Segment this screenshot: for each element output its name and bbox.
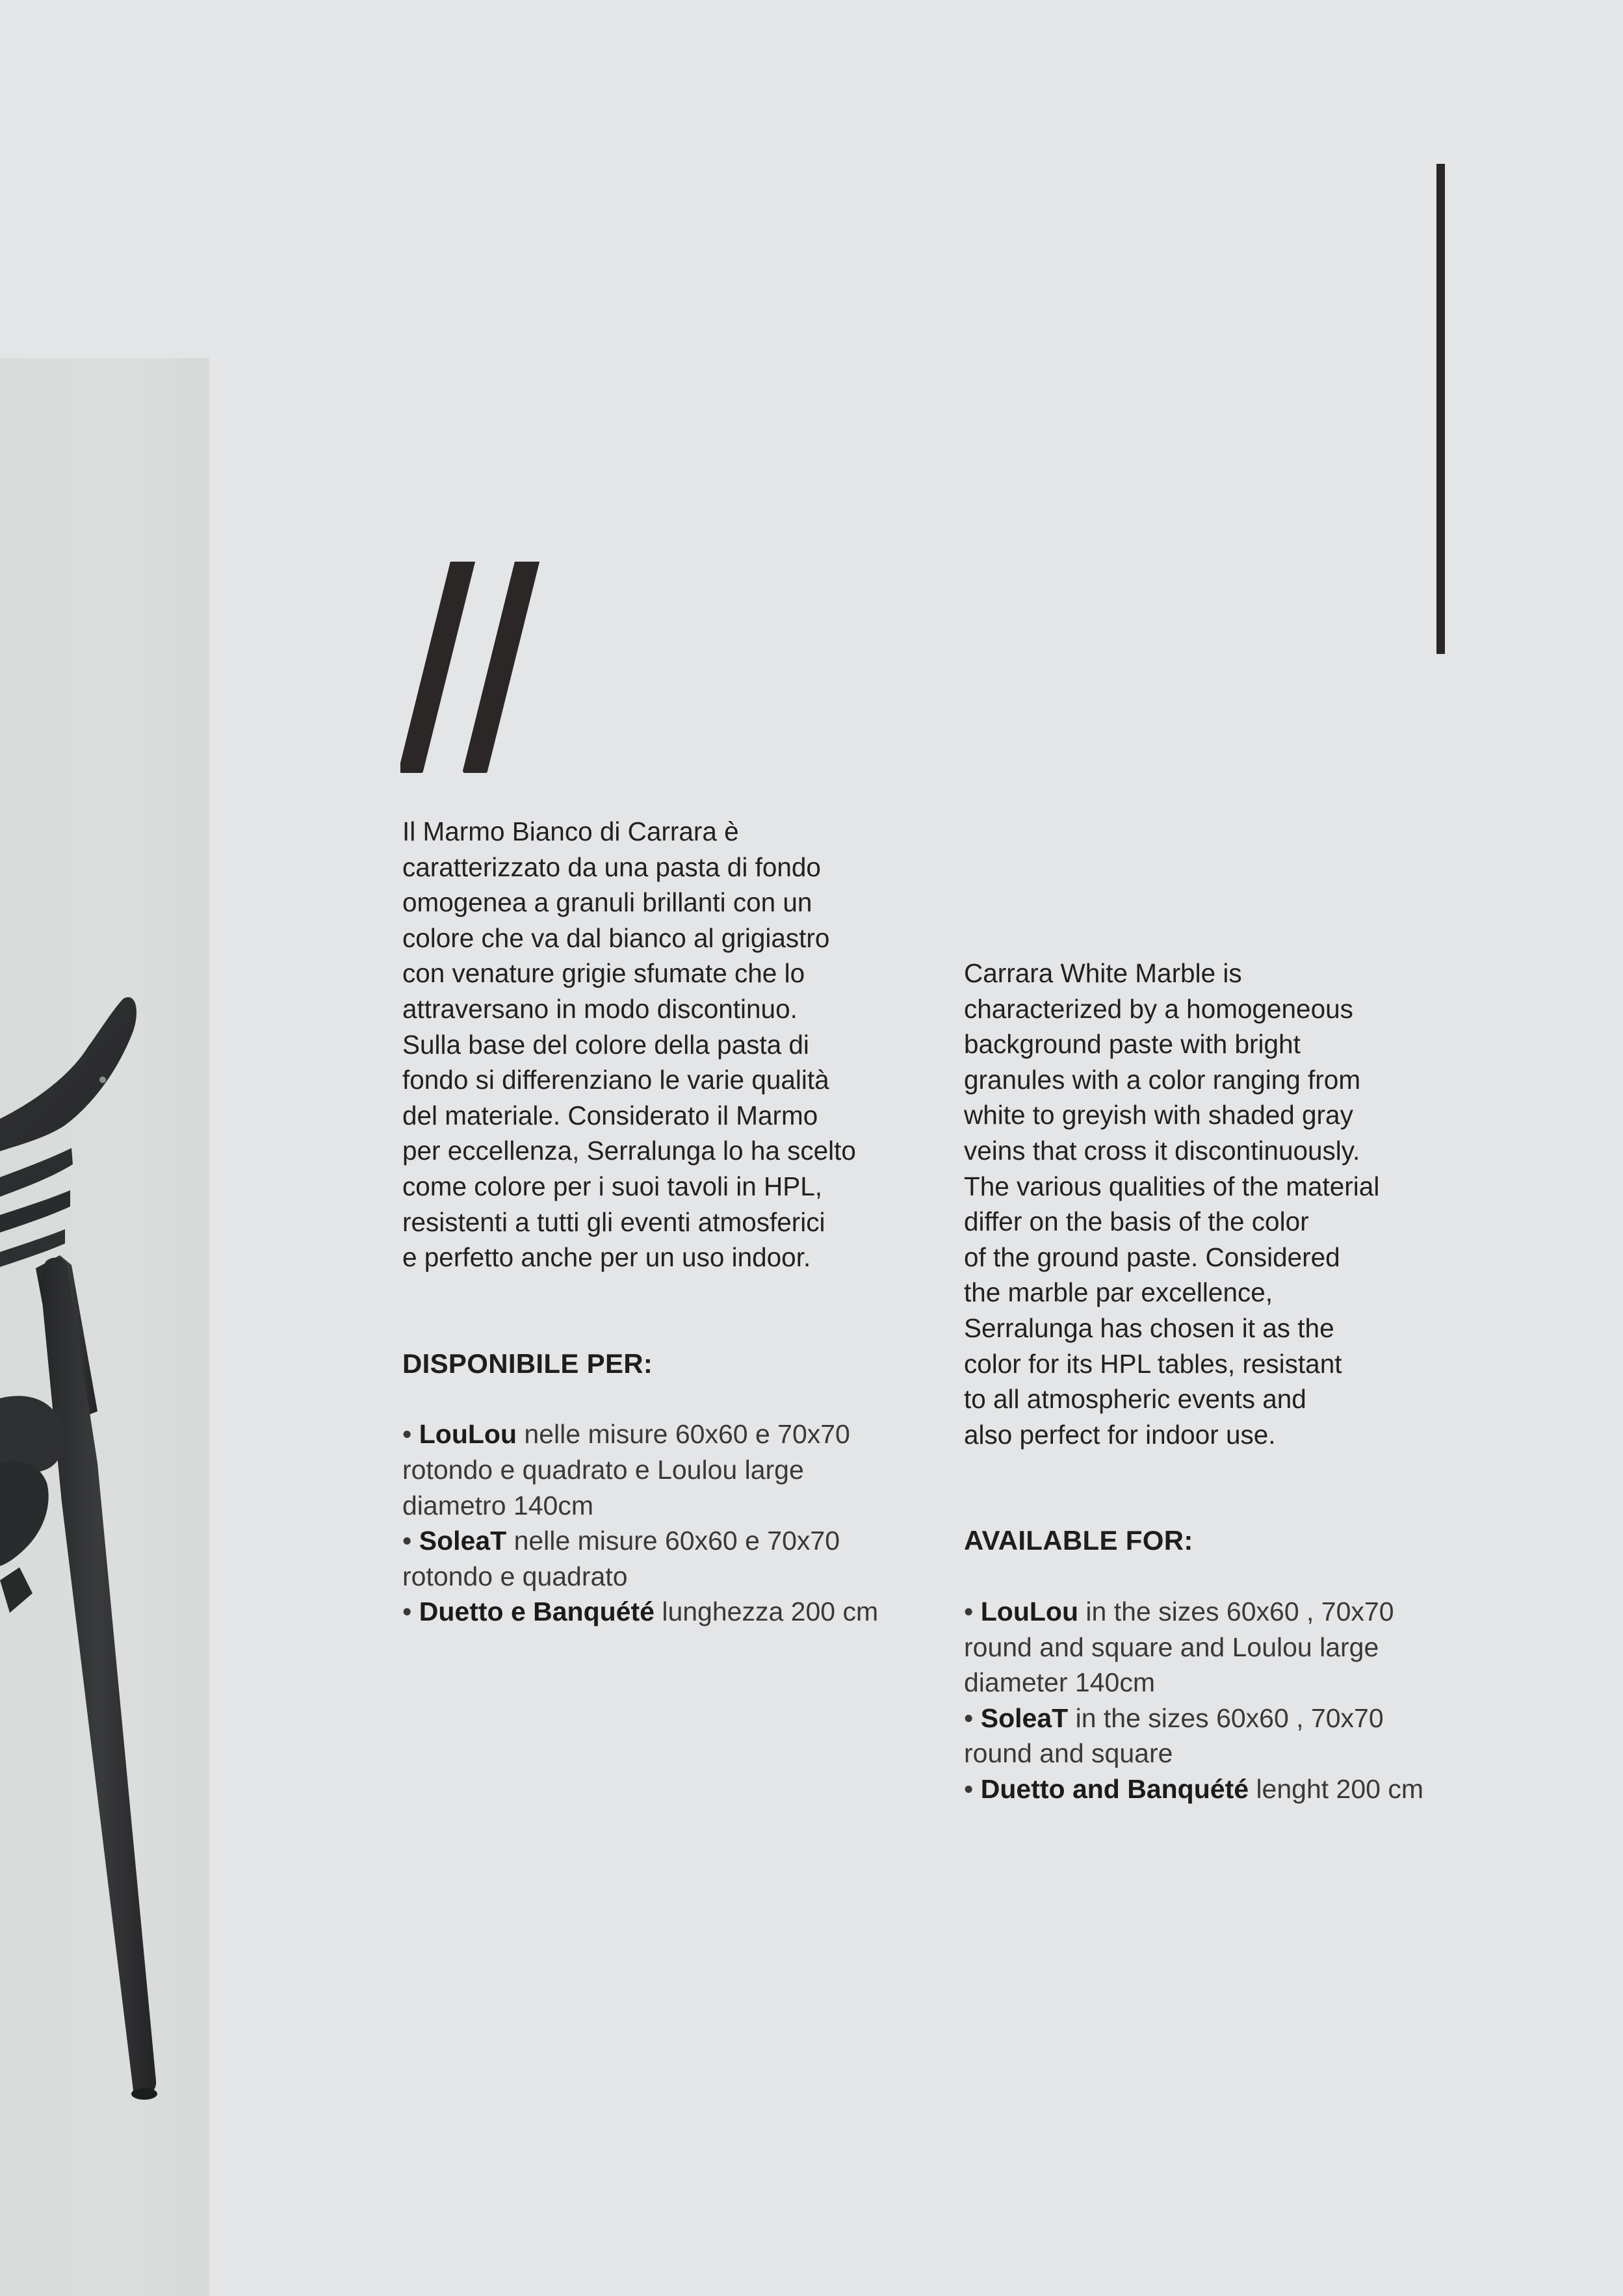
bullet: • [964,1596,981,1626]
product-detail: nelle misure 60x60 e 70x70 rotondo e quadrato e Loulou large diametro 140cm [402,1419,850,1520]
product-detail: in the sizes 60x60 , 70x70 round and square [964,1702,1384,1769]
chair-illustration [0,358,209,2296]
product-name: SoleaT [419,1526,507,1556]
italian-availability-list [402,1416,896,1630]
product-name: Duetto e Banquété [419,1597,655,1627]
product-detail: lenght 200 cm [1249,1773,1423,1804]
product-name: SoleaT [980,1702,1069,1733]
list-item [402,1594,896,1630]
english-column [964,956,1458,1807]
bullet: • [402,1419,419,1450]
list-item [964,1594,1458,1701]
product-detail: lunghezza 200 cm [654,1597,879,1627]
product-detail: nelle misure 60x60 e 70x70 rotondo e quadrato [402,1526,840,1591]
english-description: Carrara White Marble is characterized by a homogeneous background paste with bright granules with a color ranging from white to greyish with shaded gray veins that cross it discontinuously. The various qualities of the material differ on the basis of the color of the ground paste. Considered the marble par excellence, Serralunga has chosen it as the color for its HPL tables, resistant to all atmospheric events and also perfect for indoor use. [964,958,1380,1450]
product-name: LouLou [980,1596,1079,1626]
chair-photo [0,358,209,2296]
product-name: LouLou [419,1419,517,1450]
english-availability-heading: AVAILABLE FOR: [964,1525,1193,1556]
bullet: • [964,1773,981,1804]
list-item [402,1416,896,1523]
bullet: • [402,1526,419,1556]
double-slash-icon [400,562,540,773]
product-name: Duetto and Banquété [980,1773,1249,1804]
vertical-accent-rule [1436,164,1445,654]
italian-column [402,814,896,1630]
italian-availability-heading: DISPONIBILE PER: [402,1348,653,1379]
list-item [402,1523,896,1594]
product-detail: in the sizes 60x60 , 70x70 round and square and Loulou large diameter 140cm [964,1596,1394,1698]
list-item [964,1771,1458,1807]
list-item [964,1701,1458,1771]
bullet: • [402,1597,419,1627]
english-availability-list [964,1594,1458,1807]
italian-description: Il Marmo Bianco di Carrara è caratterizzato da una pasta di fondo omogenea a granuli brillanti con un colore che va dal bianco al grigiastro con venature grigie sfumate che lo attraversano in modo discontinuo. Sulla base del colore della pasta di fondo si differenziano le varie qualità del materiale. Considerato il Marmo per eccellenza, Serralunga lo ha scelto come colore per i suoi tavoli in HPL, resistenti a tutti gli eventi atmosferici e perfetto anche per un uso indoor. [402,816,856,1273]
bullet: • [964,1702,981,1733]
